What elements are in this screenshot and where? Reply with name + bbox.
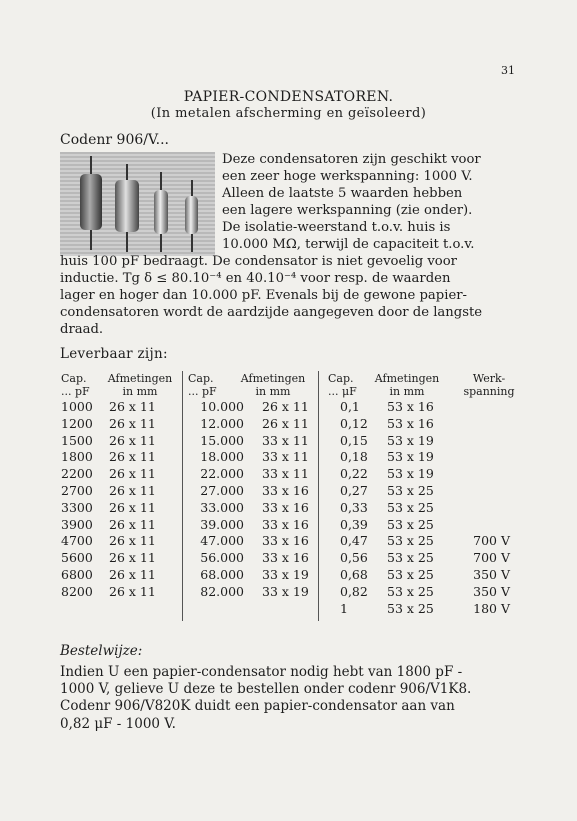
voltage-cell: 700 V	[473, 550, 510, 566]
dimension-cell: 26 x 11	[109, 449, 156, 465]
dimension-cell: 33 x 11	[262, 466, 309, 482]
cap-cell: 3300	[61, 499, 93, 515]
dimension-cell: 26 x 11	[262, 415, 309, 431]
ordering-line: Codenr 906/V820K duidt een papier-condensator aan van	[60, 698, 455, 715]
cap-cell: 15.000	[200, 432, 244, 448]
dimension-cell: 53 x 25	[387, 533, 434, 549]
ordering-paragraph	[60, 664, 517, 733]
cap-cell: 10.000	[200, 399, 244, 414]
dimension-cell: 33 x 16	[262, 499, 309, 515]
dimension-cell: 26 x 11	[109, 466, 156, 482]
header-dimensions-2: Afmetingen in mm	[240, 372, 306, 398]
cap-cell: 8200	[61, 583, 93, 599]
cap-cell: 5600	[61, 550, 93, 566]
page-number: 31	[501, 64, 515, 77]
dimension-cell: 33 x 16	[262, 482, 309, 498]
voltage-cell	[458, 466, 510, 483]
cap-cell: 82.000	[200, 583, 244, 599]
group1-dimensions-column	[109, 399, 156, 601]
page-title: PAPIER-CONDENSATOREN.	[183, 89, 394, 105]
dimension-cell: 26 x 11	[109, 499, 156, 515]
capacitor-photo	[60, 152, 215, 256]
cap-cell: 1000	[61, 399, 93, 414]
cap-cell: 33.000	[200, 499, 244, 515]
dimension-cell: 33 x 16	[262, 550, 309, 566]
header-voltage: Werk- spanning	[463, 372, 515, 398]
dimension-cell: 53 x 25	[387, 566, 434, 582]
cap-cell: 1800	[61, 449, 93, 465]
dimension-cell: 26 x 11	[109, 583, 156, 599]
cap-cell: 0,12	[340, 415, 368, 431]
dimension-cell: 53 x 25	[387, 499, 434, 515]
cap-cell: 47.000	[200, 533, 244, 549]
ordering-line: Indien U een papier-condensator nodig hebt van 1800 pF -	[60, 664, 463, 680]
cap-cell: 0,39	[340, 516, 368, 532]
dimension-cell: 33 x 19	[262, 583, 309, 599]
details-paragraph	[60, 254, 517, 339]
intro-line: een lagere werkspanning (zie onder).	[222, 202, 473, 218]
dimension-cell: 26 x 11	[109, 533, 156, 549]
dimension-cell: 33 x 11	[262, 432, 309, 448]
page-subtitle: (In metalen afscherming en geïsoleerd)	[150, 106, 427, 121]
cap-cell: 0,15	[340, 432, 368, 448]
cap-cell: 0,56	[340, 550, 368, 566]
cap-cell: 6800	[61, 566, 93, 582]
cap-cell: 1200	[61, 415, 93, 431]
header-cap-uf: Cap. ... μF	[328, 372, 357, 398]
details-line: draad.	[60, 321, 104, 337]
column-divider	[182, 371, 183, 621]
cap-cell: 4700	[61, 533, 93, 549]
header-cap-pf: Cap. ... pF	[61, 372, 90, 398]
dimension-cell: 26 x 11	[109, 432, 156, 448]
cap-cell: 2200	[61, 466, 93, 482]
voltage-cell	[458, 399, 510, 416]
voltage-cell	[458, 483, 510, 500]
cap-cell: 1	[340, 600, 348, 616]
cap-cell: 2700	[61, 482, 93, 498]
voltage-cell: 350 V	[473, 583, 510, 599]
cap-cell: 18.000	[200, 449, 244, 465]
dimension-cell: 26 x 11	[262, 399, 309, 414]
dimension-cell: 33 x 19	[262, 566, 309, 582]
dimension-cell: 26 x 11	[109, 482, 156, 498]
dimension-cell: 53 x 16	[387, 415, 434, 431]
dimension-cell: 53 x 25	[387, 516, 434, 532]
cap-cell: 27.000	[200, 482, 244, 498]
ordering-heading: Bestelwijze:	[60, 643, 143, 659]
voltage-column	[458, 399, 510, 617]
dimension-cell: 53 x 25	[387, 600, 434, 616]
cap-cell: 0,82	[340, 583, 368, 599]
dimension-cell: 53 x 16	[387, 399, 434, 414]
group3-dimensions-column	[387, 399, 434, 617]
voltage-cell: 700 V	[473, 533, 510, 549]
column-divider	[318, 371, 319, 621]
group1-capacitance-column	[61, 399, 93, 601]
code-number: Codenr 906/V...	[60, 132, 169, 148]
cap-cell: 0,47	[340, 533, 368, 549]
cap-cell: 39.000	[200, 516, 244, 532]
dimension-cell: 53 x 25	[387, 482, 434, 498]
intro-paragraph	[222, 152, 517, 253]
intro-line: Deze condensatoren zijn geschikt voor	[222, 152, 481, 167]
ordering-line: 1000 V, gelieve U deze te bestellen onder codenr 906/V1K8.	[60, 681, 472, 698]
cap-cell: 12.000	[200, 415, 244, 431]
ordering-line: 0,82 μF - 1000 V.	[60, 715, 176, 732]
dimension-cell: 33 x 16	[262, 533, 309, 549]
cap-cell: 0,22	[340, 466, 368, 482]
dimension-cell: 53 x 25	[387, 583, 434, 599]
dimension-cell: 26 x 11	[109, 566, 156, 582]
dimension-cell: 53 x 19	[387, 466, 434, 482]
header-dimensions-3: Afmetingen in mm	[374, 372, 440, 398]
header-cap-pf-2: Cap. ... pF	[188, 372, 217, 398]
cap-cell: 56.000	[200, 550, 244, 566]
dimension-cell: 26 x 11	[109, 399, 156, 414]
cap-cell: 0,27	[340, 482, 368, 498]
voltage-cell: 350 V	[473, 566, 510, 582]
dimension-cell: 26 x 11	[109, 415, 156, 431]
voltage-cell	[458, 449, 510, 466]
cap-cell: 0,18	[340, 449, 368, 465]
dimension-cell: 53 x 19	[387, 432, 434, 448]
cap-cell: 3900	[61, 516, 93, 532]
cap-cell: 0,68	[340, 566, 368, 582]
availability-heading: Leverbaar zijn:	[60, 346, 168, 362]
dimension-cell: 33 x 16	[262, 516, 309, 532]
details-line: huis 100 pF bedraagt. De condensator is niet gevoelig voor	[60, 254, 457, 269]
voltage-cell	[458, 416, 510, 433]
cap-cell: 1500	[61, 432, 93, 448]
header-dimensions-1: Afmetingen in mm	[107, 372, 173, 398]
group3-capacitance-column	[340, 399, 368, 617]
details-line: condensatoren wordt de aardzijde aangegeven door de langste	[60, 304, 483, 320]
intro-line: een zeer hoge werkspanning: 1000 V.	[222, 168, 473, 184]
cap-cell: 22.000	[200, 466, 244, 482]
voltage-cell	[458, 433, 510, 450]
voltage-cell	[458, 517, 510, 534]
group2-capacitance-column	[186, 399, 244, 601]
intro-line: Alleen de laatste 5 waarden hebben	[222, 185, 463, 201]
voltage-cell	[458, 500, 510, 517]
dimension-cell: 33 x 11	[262, 449, 309, 465]
details-line: inductie. Tg δ ≤ 80.10⁻⁴ en 40.10⁻⁴ voor resp. de waarden	[60, 270, 451, 286]
cap-cell: 0,1	[340, 399, 360, 414]
dimension-cell: 26 x 11	[109, 550, 156, 566]
dimension-cell: 53 x 25	[387, 550, 434, 566]
intro-line: De isolatie-weerstand t.o.v. huis is	[222, 219, 451, 235]
dimension-cell: 53 x 19	[387, 449, 434, 465]
cap-cell: 68.000	[200, 566, 244, 582]
dimension-cell: 26 x 11	[109, 516, 156, 532]
intro-line: 10.000 MΩ, terwijl de capaciteit t.o.v.	[222, 236, 475, 252]
cap-cell: 0,33	[340, 499, 368, 515]
voltage-cell: 180 V	[473, 600, 510, 616]
details-line: lager en hoger dan 10.000 pF. Evenals bij de gewone papier-	[60, 287, 468, 303]
group2-dimensions-column	[262, 399, 309, 601]
